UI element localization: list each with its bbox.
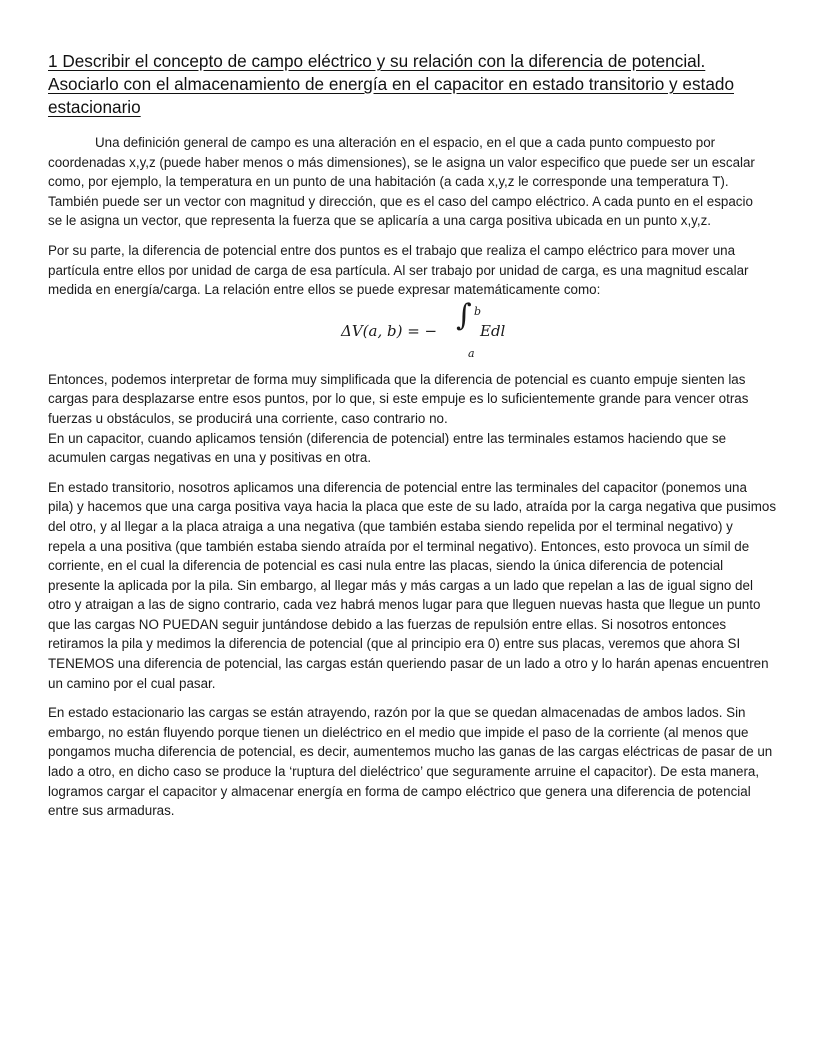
text-line: un camino por el cual pasar. bbox=[48, 675, 216, 691]
title-line: Asociarlo con el almacenamiento de energía en el capacitor en estado transitorio y estado bbox=[48, 74, 734, 94]
text-line: Entonces, podemos interpretar de forma muy simplificada que la diferencia de potencial es cuanto empuje sienten las bbox=[48, 371, 746, 387]
paragraph-transient-state bbox=[48, 478, 778, 694]
paragraph-potential-difference bbox=[48, 241, 778, 300]
title-line: 1 Describir el concepto de campo eléctrico y su relación con la diferencia de potencial. bbox=[48, 51, 706, 71]
text-line: presente la aplicada por la pila. Sin embargo, al llegar más y más cargas a un lado que repelan a las de igual signo del bbox=[48, 577, 753, 593]
text-line: corriente, en el cual la diferencia de potencial es casi nula entre las placas, siendo la única diferencia de potencial bbox=[48, 558, 724, 574]
text-line: Por su parte, la diferencia de potencial entre dos puntos es el trabajo que realiza el campo eléctrico para mover una bbox=[48, 242, 736, 258]
paragraph-interpretation bbox=[48, 370, 778, 429]
text-line: retiramos la pila y medimos la diferencia de potencial (que al principio era 0) entre sus placas, veremos que ahora SI bbox=[48, 636, 741, 652]
text-line: En un capacitor, cuando aplicamos tensión (diferencia de potencial) entre las terminales estamos haciendo que se bbox=[48, 430, 727, 446]
text-line: fuerzas u obstáculos, se producirá una corriente, caso contrario no. bbox=[48, 410, 448, 426]
paragraph-field-definition bbox=[48, 133, 778, 231]
text-line: que las cargas NO PUEDAN seguir juntándose debido a las fuerzas de repulsión entre ellas. Si nosotros entonces bbox=[48, 616, 727, 632]
text-line: cargas para desplazarse entre esos puntos, por lo que, si este empuje es lo suficientemente grande para vencer otras bbox=[48, 391, 749, 407]
text-line: lado a otro, en dicho caso se produce la ‘ruptura del dieléctrico’ que seguramente arruine el capacitor). De esta manera, bbox=[48, 764, 760, 780]
text-line: entre sus armaduras. bbox=[48, 803, 175, 819]
paragraph-steady-state bbox=[48, 703, 778, 821]
paragraph-capacitor bbox=[48, 429, 778, 468]
integral-sign: ∫ bbox=[456, 297, 472, 333]
section-title bbox=[48, 50, 734, 119]
lower-limit: a bbox=[468, 346, 475, 360]
text-line: se le asigna un vector, que representa la fuerza que se aplicaría a una carga positiva ubicada en un punto x,y,z. bbox=[48, 213, 712, 229]
text-line: partícula entre ellos por unidad de carga de esa partícula. Al ser trabajo por unidad de carga, es una magnitud escalar bbox=[48, 262, 749, 278]
text-line: En estado estacionario las cargas se están atrayendo, razón por la que se quedan almacenadas de ambos lados. Sin bbox=[48, 705, 746, 721]
text-line: Una definición general de campo es una alteración en el espacio, en el que a cada punto compuesto por bbox=[95, 135, 716, 150]
text-line: medida en energía/carga. La relación entre ellos se puede expresar matemáticamente como: bbox=[48, 282, 601, 298]
text-line: logramos cargar el capacitor y almacenar energía en forma de campo eléctrico que genera una diferencia de potencial bbox=[48, 783, 751, 799]
equation-lhs: ΔV(a, b) = − bbox=[341, 321, 438, 340]
text-line: En estado transitorio, nosotros aplicamos una diferencia de potencial entre las terminales del capacitor (ponemos una bbox=[48, 479, 747, 495]
title-line: estacionario bbox=[48, 97, 141, 117]
text-line: como, por ejemplo, la temperatura en un punto de una habitación (a cada x,y,z le corresponde una temperatura T). bbox=[48, 174, 729, 190]
equation-rhs: Edl bbox=[480, 321, 506, 340]
text-line: otro y atraigan a las de signo contrario, cada vez habrá menos lugar para que lleguen nuevas hasta que llegue un punto bbox=[48, 597, 761, 613]
upper-limit: b bbox=[474, 304, 482, 318]
text-line: del otro, y al llegar a la placa atraiga a una negativa (que también estaba siendo repelida por el terminal negativo) y bbox=[48, 518, 733, 534]
document-body bbox=[48, 133, 778, 831]
text-line: También puede ser un vector con magnitud y dirección, que es el caso del campo eléctrico. A cada punto en el espacio bbox=[48, 193, 753, 209]
text-line: repela a una positiva (que también estaba siendo atraída por el terminal negativo). Entonces, esto provoca un símil de bbox=[48, 538, 750, 554]
text-line: pongamos mucha diferencia de potencial, es decir, aumentemos mucho las ganas de las cargas eléctricas de pasar de un bbox=[48, 744, 773, 760]
text-line: embargo, no están fluyendo porque tienen un dieléctrico en el medio que impide el paso de la corriente (al menos que bbox=[48, 724, 749, 740]
equation bbox=[48, 297, 778, 362]
text-line: coordenadas x,y,z (puede haber menos o más dimensiones), se le asigna un valor especifico que puede ser un escalar bbox=[48, 154, 755, 170]
text-line: pila) y hacemos que una carga positiva vaya hacia la placa que este de su lado, atraída por la carga negativa que pusimos bbox=[48, 499, 777, 515]
text-line: acumulen cargas negativas en una y positivas en otra. bbox=[48, 450, 372, 466]
text-line: TENEMOS una diferencia de potencial, las cargas están queriendo pasar de un lado a otro y lo harán apenas encuentren bbox=[48, 656, 769, 672]
